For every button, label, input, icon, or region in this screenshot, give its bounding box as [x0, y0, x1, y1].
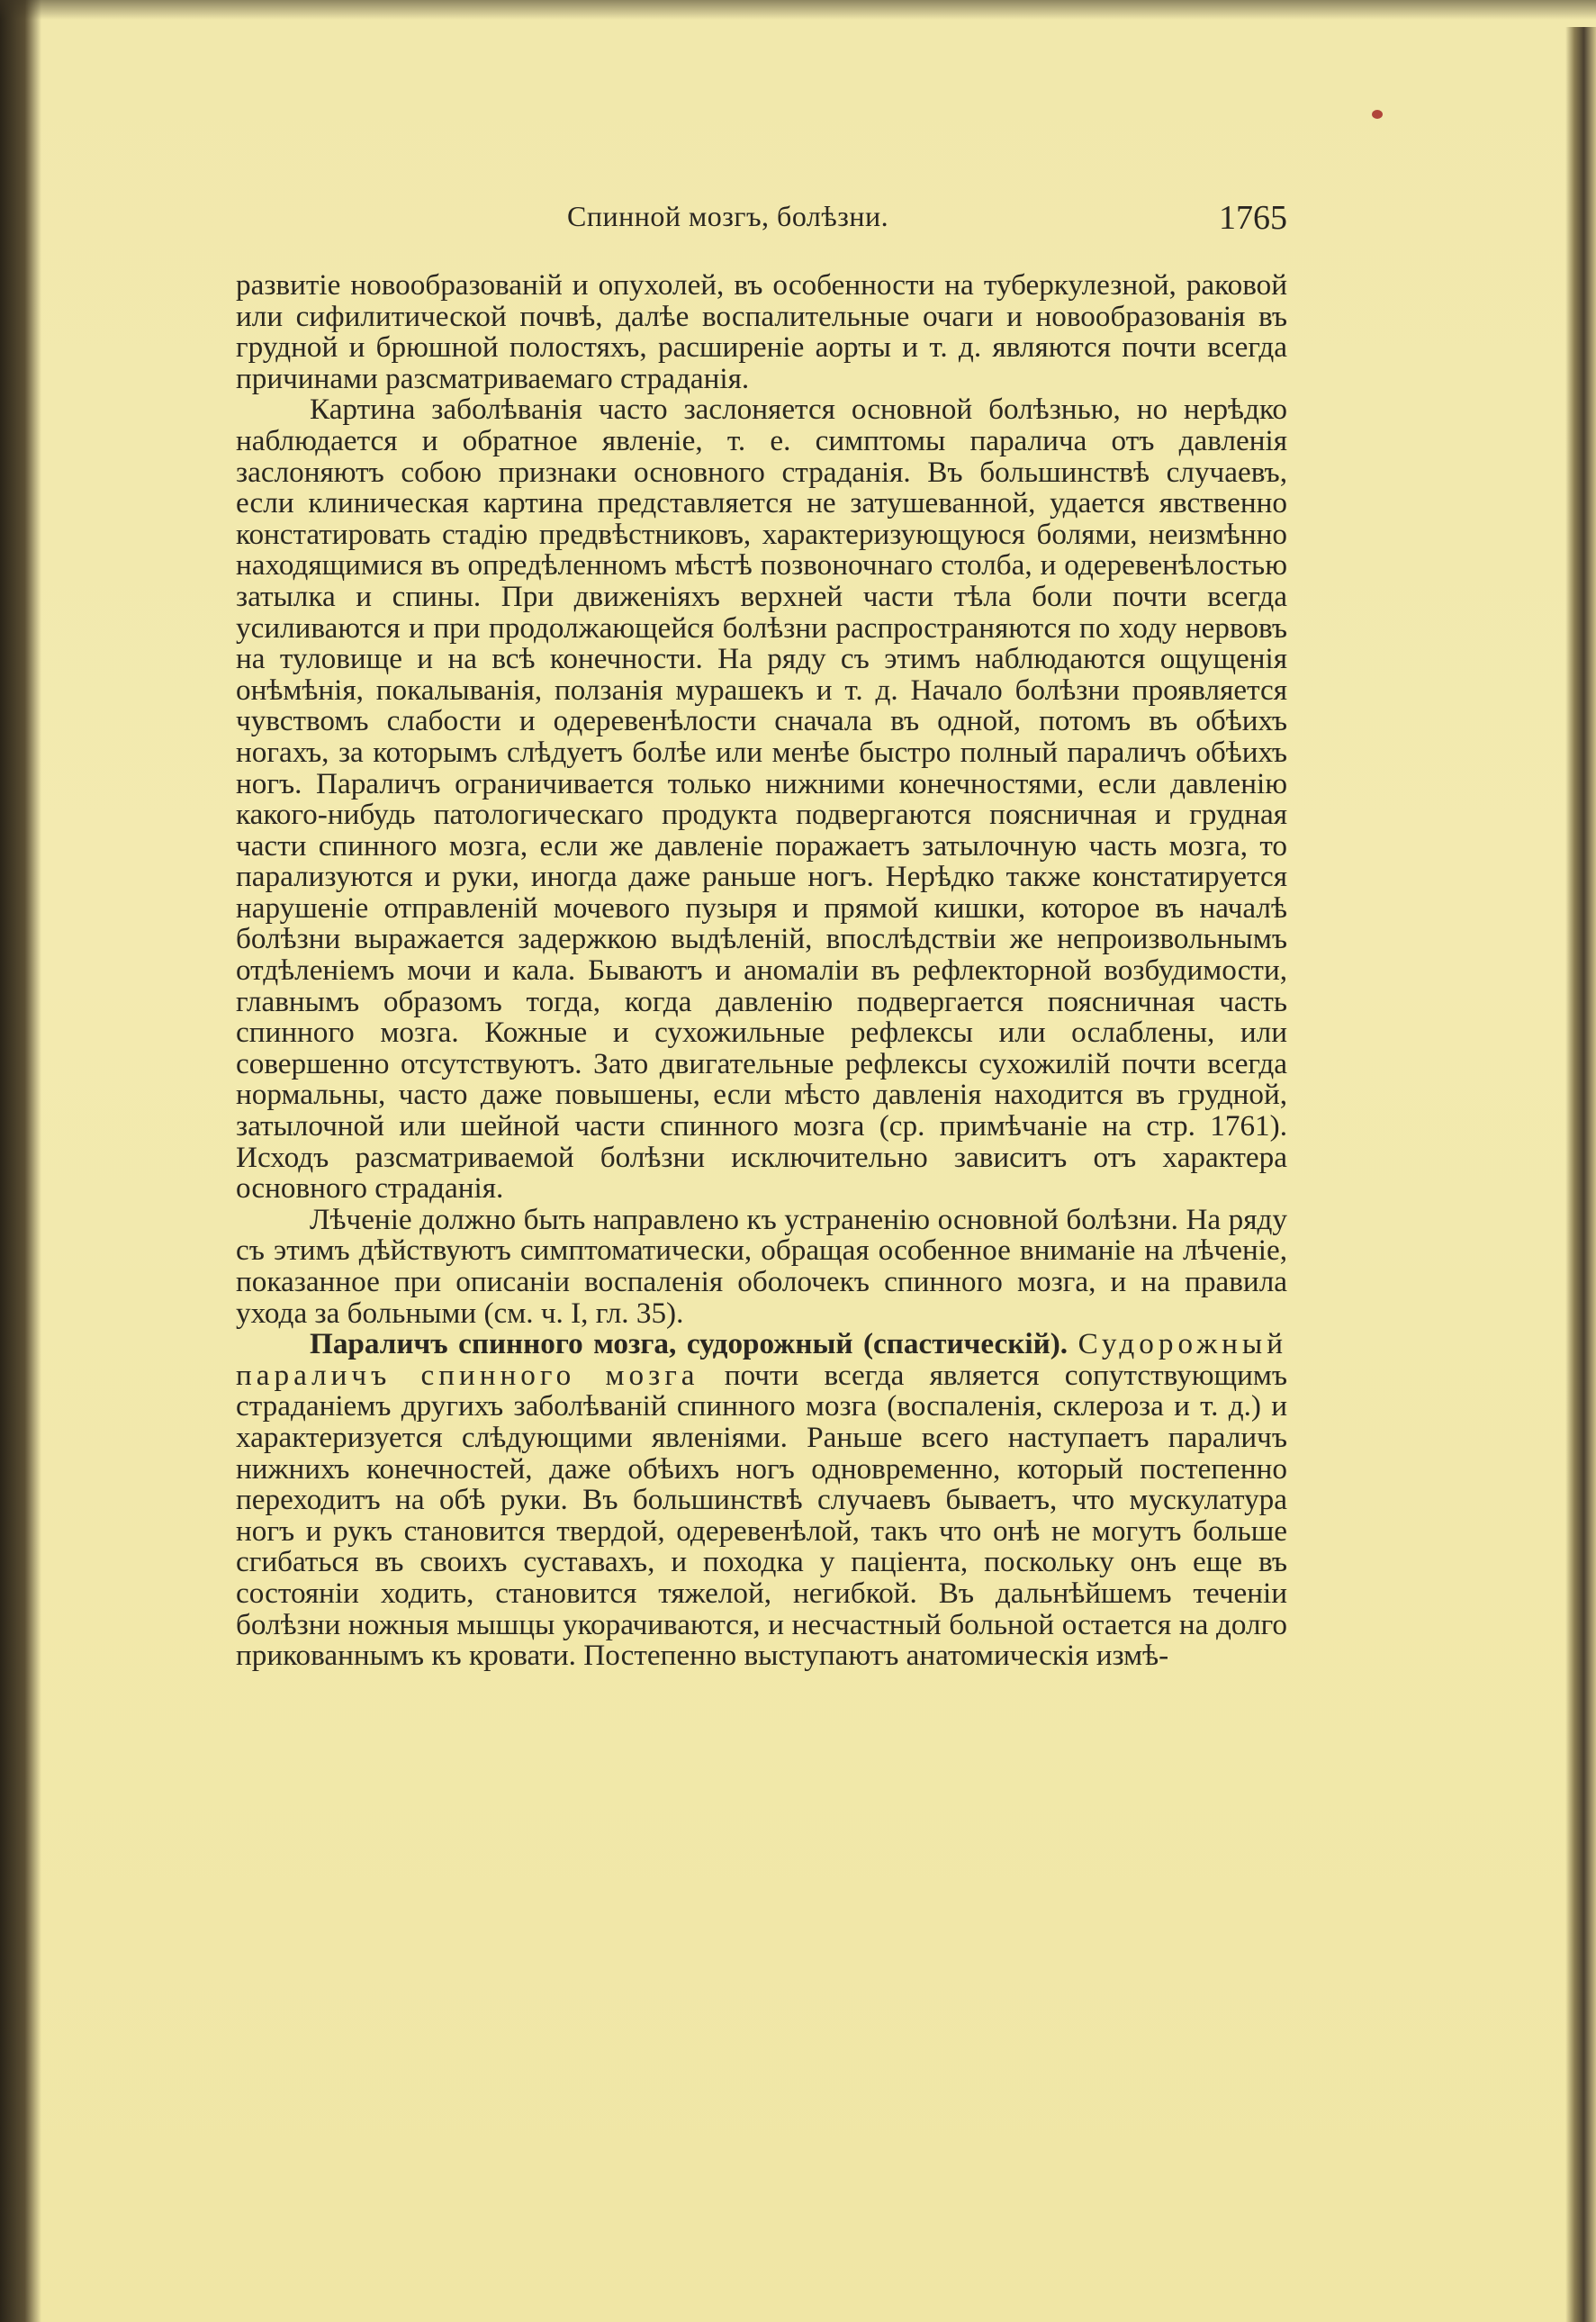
entry-spaced-lead: Судорожный параличъ спинного мозга — [236, 1327, 1287, 1392]
entry-term: Параличъ спинного мозга, судорожный (спастическій). — [310, 1327, 1069, 1361]
entry-text: почти всегда является сопутствующимъ страданіемъ другихъ заболѣваній спинного мозга (воспаленія, склероза и т. д.) и характеризуется слѣдующими явленіями. Раньше всего наступаетъ параличъ нижнихъ конечностей, даже обѣихъ ногъ одновременно, который постепенно переходитъ на обѣ руки. Въ большинствѣ случаевъ бываетъ, что мускулатура ногъ и рукъ становится твердой, одеревенѣлой, такъ что онѣ не могутъ больше сгибаться въ своихъ суставахъ, и походка у паціента, поскольку онъ еще въ состояніи ходить, становится тяжелой, негибкой. Въ дальнѣйшемъ теченіи болѣзни ножныя мышцы укорачиваются, и несчастный больной остается на долго прикованнымъ къ кровати. Постепенно выступаютъ анатомическія измѣ- — [236, 1358, 1287, 1673]
paragraph-continuation: развитіе новообразованій и опухолей, въ особенности на туберкулезной, раковой или сифилитической почвѣ, далѣе воспалительные очаги и новообразованія въ грудной и брюшной полостяхъ, расширеніе аорты и т. д. являются почти всегда причинами разсматриваемаго страданія. — [236, 268, 1287, 395]
paragraph-symptoms: Картина заболѣванія часто заслоняется основной болѣзнью, но нерѣдко наблюдается и обратное явленіе, т. е. симптомы паралича отъ давленія заслоняютъ собою признаки основного страданія. Въ большинствѣ случаевъ, если клиническая картина представляется не затушеванной, удается явственно констатировать стадію предвѣстниковъ, характеризующуюся болями, неизмѣнно находящимися въ опредѣленномъ мѣстѣ позвоночнаго столба, и одеревенѣлостью затылка и спины. При движеніяхъ верхней части тѣла боли почти всегда усиливаются и при продолжающейся болѣзни распространяются по ходу нервовъ на туловище и на всѣ конечности. На ряду съ этимъ наблюдаются ощущенія онѣмѣнія, покалыванія, ползанія мурашекъ и т. д. Начало болѣзни проявляется чувствомъ слабости и одеревенѣлости сначала въ одной, потомъ въ обѣихъ ногахъ, за которымъ слѣдуетъ болѣе или менѣе быстро полный параличъ обѣихъ ногъ. Параличъ ограничивается только нижними конечностями, если давленію какого-нибудь патологическаго продукта подвергаются поясничная и грудная части спинного мозга, если же давленіе поражаетъ затылочную часть мозга, то парализуются и руки, иногда даже раньше ногъ. Нерѣдко также констатируется нарушеніе отправленій мочевого пузыря и прямой кишки, которое въ началѣ болѣзни выражается задержкою выдѣленій, впослѣдствіи же непроизвольнымъ отдѣленіемъ мочи и кала. Бываютъ и аномаліи въ рефлекторной возбудимости, главнымъ образомъ тогда, когда давленію подвергается поясничная часть спинного мозга. Кожные и сухожильные рефлексы или ослаблены, или совершенно отсутствуютъ. Зато двигательные рефлексы сухожилій почти всегда нормальны, часто даже повышены, если мѣсто давленія находится въ грудной, затылочной или шейной части спинного мозга (ср. примѣчаніе на стр. 1761). Исходъ разсматриваемой болѣзни исключительно зависитъ отъ характера основного страданія. — [236, 393, 1287, 1206]
page-number: 1765 — [1219, 199, 1287, 237]
red-mark — [1372, 110, 1383, 119]
binding-shadow-left — [0, 0, 41, 2322]
body-text — [236, 270, 1287, 1672]
page-edge-right — [1565, 27, 1596, 2322]
entry-paragraph — [236, 1329, 1287, 1672]
running-title: Спинной мозгъ, болѣзни. — [567, 200, 889, 232]
paragraph-treatment: Лѣченіе должно быть направлено къ устраненію основной болѣзни. На ряду съ этимъ дѣйствуютъ симптоматически, обращая особенное вниманіе на лѣченіе, показанное при описаніи воспаленія оболочекъ спинного мозга, и на правила ухода за больными (см. ч. I, гл. 35). — [236, 1202, 1287, 1330]
scan-shadow-top — [0, 0, 1596, 20]
running-header — [236, 194, 1287, 248]
